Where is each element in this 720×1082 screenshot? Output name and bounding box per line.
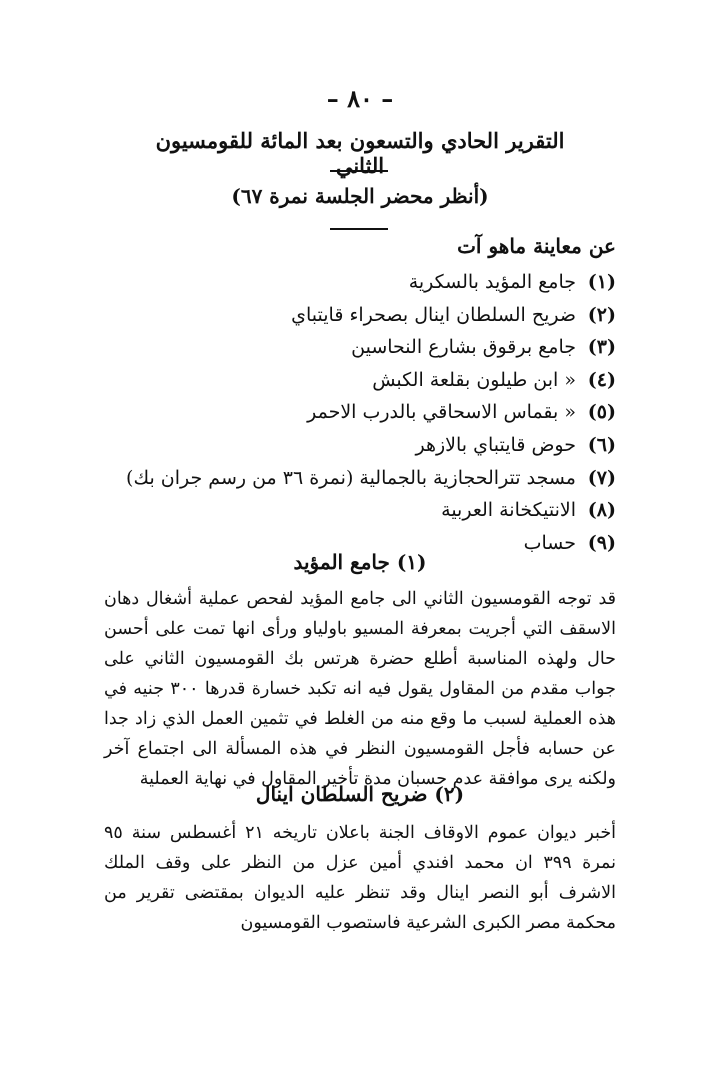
section-heading-tomb: (٢) ضريح السلطان اينال (255, 782, 465, 806)
report-title: التقرير الحادي والتسعون بعد المائة للقومسيون الثاني (155, 128, 565, 178)
item-text: جامع المؤيد بالسكرية (408, 271, 576, 293)
list-item (116, 266, 616, 299)
item-text: حوض قايتباي بالازهر (415, 433, 576, 456)
session-reference: (أنظر محضر الجلسة نمرة ٦٧) (231, 184, 489, 208)
page-number: – ٨٠ – (326, 84, 394, 113)
item-number: (٦) (587, 433, 616, 456)
inspection-list (116, 266, 616, 559)
section-body-tomb: أخبر ديوان عموم الاوقاف الجنة باعلان تاريخه ٢١ أغسطس سنة ٩٥ نمرة ٣٩٩ ان محمد افندي أمين عزل من النظر على وقف الملك الاشرف أبو النصر اينال وقد تنظر عليه الديوان بمقتضى تقرير من محكمة مصر الكبرى الشرعية فاستصوب القومسيون (104, 823, 616, 933)
item-number: (٤) (587, 368, 616, 391)
list-item (116, 299, 616, 332)
list-item (116, 396, 616, 429)
inspection-intro: عن معاينة ماهو آت (457, 234, 616, 258)
item-number: (٢) (587, 303, 616, 326)
list-item (116, 462, 616, 495)
list-item (116, 331, 616, 364)
list-item (116, 494, 616, 527)
reference-divider (330, 228, 388, 230)
item-number: (٧) (587, 466, 616, 489)
item-text: الانتيكخانة العربية (441, 499, 576, 522)
item-text: ضريح السلطان اينال بصحراء قايتباي (291, 303, 576, 326)
item-text: « ابن طيلون بقلعة الكبش (372, 368, 576, 391)
item-number: (١) (587, 271, 616, 293)
list-item (116, 429, 616, 462)
item-text: مسجد تترالحجازية بالجمالية (نمرة ٣٦ من رسم جران بك) (126, 466, 576, 489)
item-text: حساب (523, 531, 576, 554)
item-text: « بقماس الاسحاقي بالدرب الاحمر (307, 401, 576, 424)
item-number: (٩) (587, 531, 616, 554)
list-item (116, 364, 616, 397)
section-body-mosque: قد توجه القومسيون الثاني الى جامع المؤيد لفحص عملية أشغال دهان الاسقف التي أجريت بمعرفة المسيو باولياو ورأى انها تمت على أحسن حال ولهذه المناسبة أطلع حضرة هرتس بك القومسيون الثاني على جواب مقدم من المقاول يقول فيه انه تكبد خسارة قدرها ٣٠٠ جنيه في هذه العملية لسبب ما وقع منه من الغلط في تثمين العمل الذي زاد جدا عن حسابه فأجل القومسيون النظر في هذه المسألة الى اجتماع آخر ولكنه يرى موافقة عدم حسبان مدة تأخير المقاول في نهاية العملية (104, 589, 617, 789)
item-text: جامع برقوق بشارع النحاسين (351, 336, 576, 359)
item-number: (٨) (587, 499, 616, 522)
item-number: (٥) (587, 401, 616, 424)
item-number: (٣) (587, 336, 616, 359)
title-divider (330, 170, 388, 172)
section-heading-mosque: (١) جامع المؤيد (293, 550, 427, 574)
